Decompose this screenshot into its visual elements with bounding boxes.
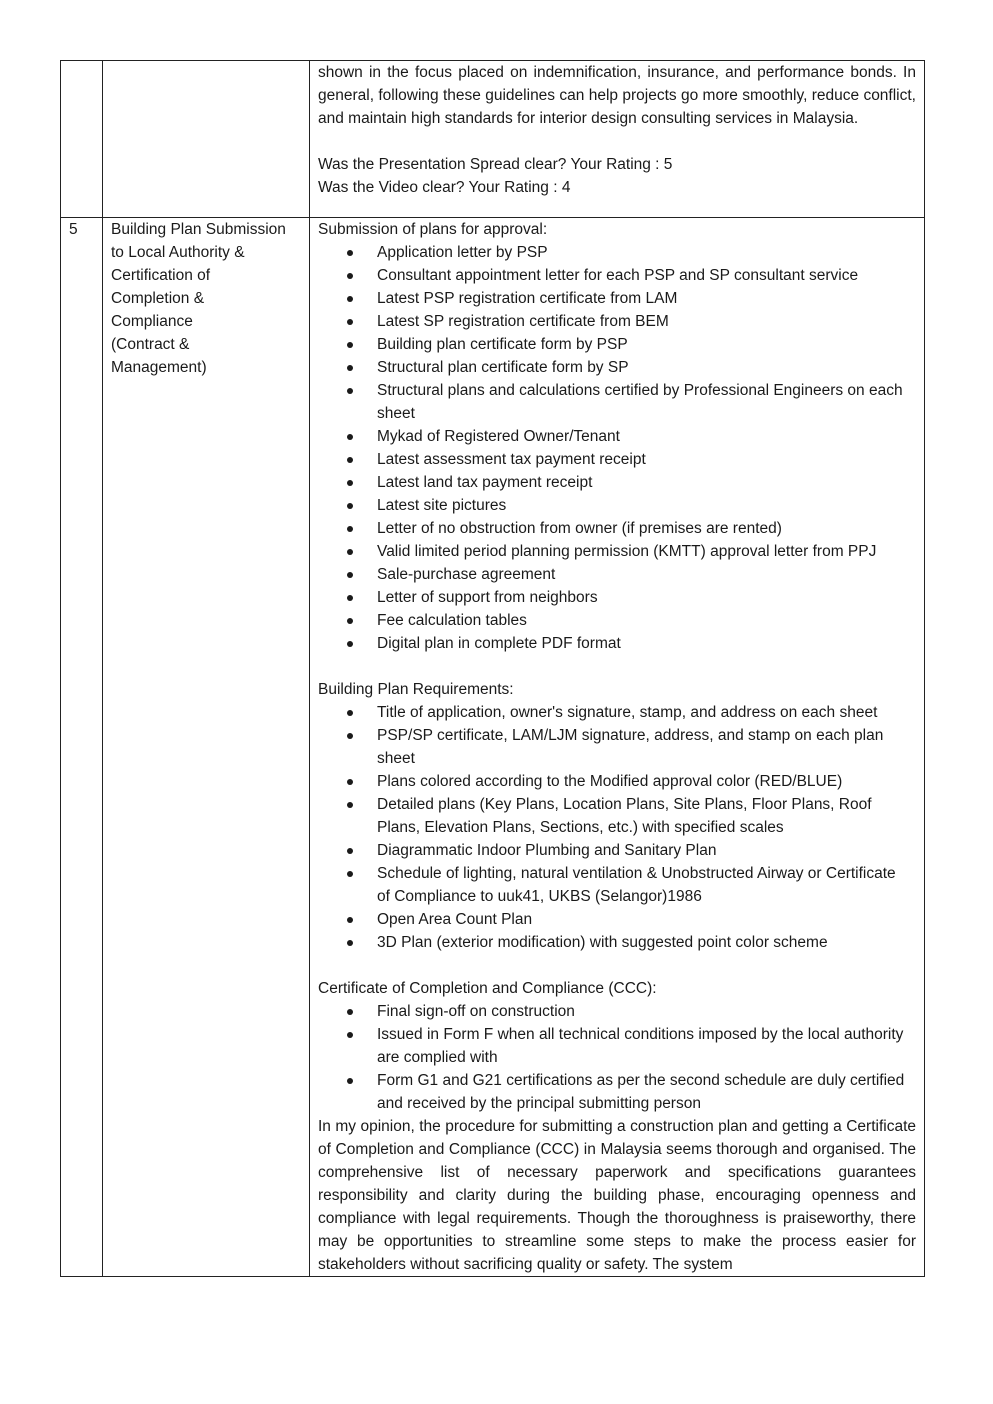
paragraph-continued: shown in the focus placed on indemnification, insurance, and performance bonds. In general, following these guidelines can help projects go more smoothly, reduce conflict, and maintain high standards for interior design consulting services in Malaysia. xyxy=(318,64,916,127)
list-item: Valid limited period planning permission (KMTT) approval letter from PPJ xyxy=(377,540,916,563)
list-item: Open Area Count Plan xyxy=(377,908,916,931)
topic-line: Compliance xyxy=(111,313,193,330)
opinion-paragraph: In my opinion, the procedure for submitting a construction plan and getting a Certificate of Completion and Compliance (CCC) in Malaysia seems thorough and organised. The comprehensive list of necessary paperwork and specifications guarantees responsibility and clarity during the building phase, encouraging openness and compliance with legal requirements. Though the thoroughness is praiseworthy, there may be opportunities to streamline some steps to make the process easier for stakeholders without sacrificing quality or safety. The system xyxy=(318,1118,916,1273)
bullet-icon xyxy=(347,618,353,624)
content-cell xyxy=(310,61,925,218)
bullet-icon xyxy=(347,480,353,486)
list-item: Structural plan certificate form by SP xyxy=(377,356,916,379)
topic-line: Management) xyxy=(111,359,207,376)
list-item: Latest assessment tax payment receipt xyxy=(377,448,916,471)
list-item: 3D Plan (exterior modification) with suggested point color scheme xyxy=(377,931,916,954)
rating-presentation: Was the Presentation Spread clear? Your Rating : 5 xyxy=(318,156,673,173)
submission-list xyxy=(318,241,916,655)
list-item: Structural plans and calculations certified by Professional Engineers on each sheet xyxy=(377,379,916,425)
bullet-icon xyxy=(347,319,353,325)
list-item: PSP/SP certificate, LAM/LJM signature, address, and stamp on each plan sheet xyxy=(377,724,916,770)
reflection-table xyxy=(60,60,925,1277)
list-item: Plans colored according to the Modified approval color (RED/BLUE) xyxy=(377,770,916,793)
list-item: Schedule of lighting, natural ventilation & Unobstructed Airway or Certificate of Compliance to uuk41, UKBS (Selangor)1986 xyxy=(377,862,916,908)
list-item: Diagrammatic Indoor Plumbing and Sanitary Plan xyxy=(377,839,916,862)
list-item: Latest site pictures xyxy=(377,494,916,517)
table-row xyxy=(61,61,925,218)
bullet-icon xyxy=(347,572,353,578)
topic-line: (Contract & xyxy=(111,336,190,353)
list-item: Detailed plans (Key Plans, Location Plans, Site Plans, Floor Plans, Roof Plans, Elevation Plans, Sections, etc.) with specified scales xyxy=(377,793,916,839)
bullet-icon xyxy=(347,710,353,716)
bullet-icon xyxy=(347,434,353,440)
submission-heading: Submission of plans for approval: xyxy=(318,221,548,238)
bullet-icon xyxy=(347,250,353,256)
list-item: Letter of support from neighbors xyxy=(377,586,916,609)
list-item: Title of application, owner's signature, stamp, and address on each sheet xyxy=(377,701,916,724)
list-item: Issued in Form F when all technical conditions imposed by the local authority are complied with xyxy=(377,1023,916,1069)
requirements-heading: Building Plan Requirements: xyxy=(318,681,514,698)
list-item: Application letter by PSP xyxy=(377,241,916,264)
bullet-icon xyxy=(347,1032,353,1038)
bullet-icon xyxy=(347,733,353,739)
bullet-icon xyxy=(347,365,353,371)
list-item: Form G1 and G21 certifications as per the second schedule are duly certified and received by the principal submitting person xyxy=(377,1069,916,1115)
list-item: Digital plan in complete PDF format xyxy=(377,632,916,655)
list-item: Latest SP registration certificate from BEM xyxy=(377,310,916,333)
list-item: Letter of no obstruction from owner (if premises are rented) xyxy=(377,517,916,540)
bullet-icon xyxy=(347,595,353,601)
bullet-icon xyxy=(347,940,353,946)
table-row xyxy=(61,218,925,1277)
bullet-icon xyxy=(347,779,353,785)
topic-line: Completion & xyxy=(111,290,205,307)
list-item: Building plan certificate form by PSP xyxy=(377,333,916,356)
bullet-icon xyxy=(347,503,353,509)
list-item: Latest PSP registration certificate from LAM xyxy=(377,287,916,310)
list-item: Final sign-off on construction xyxy=(377,1000,916,1023)
list-item: Consultant appointment letter for each PSP and SP consultant service xyxy=(377,264,916,287)
bullet-icon xyxy=(347,296,353,302)
bullet-icon xyxy=(347,848,353,854)
number-cell xyxy=(61,61,103,218)
list-item: Sale-purchase agreement xyxy=(377,563,916,586)
ccc-heading: Certificate of Completion and Compliance (CCC): xyxy=(318,980,657,997)
bullet-icon xyxy=(347,526,353,532)
bullet-icon xyxy=(347,917,353,923)
bullet-icon xyxy=(347,457,353,463)
list-item: Fee calculation tables xyxy=(377,609,916,632)
bullet-icon xyxy=(347,388,353,394)
bullet-icon xyxy=(347,549,353,555)
bullet-icon xyxy=(347,1078,353,1084)
bullet-icon xyxy=(347,641,353,647)
topic-line: Building Plan Submission xyxy=(111,221,286,238)
bullet-icon xyxy=(347,273,353,279)
ccc-list xyxy=(318,1000,916,1115)
topic-line: to Local Authority & xyxy=(111,244,245,261)
number-cell: 5 xyxy=(61,218,103,1277)
list-item: Latest land tax payment receipt xyxy=(377,471,916,494)
list-item: Mykad of Registered Owner/Tenant xyxy=(377,425,916,448)
bullet-icon xyxy=(347,342,353,348)
rating-video: Was the Video clear? Your Rating : 4 xyxy=(318,179,571,196)
bullet-icon xyxy=(347,1009,353,1015)
content-cell xyxy=(310,218,925,1277)
topic-cell xyxy=(103,61,310,218)
bullet-icon xyxy=(347,871,353,877)
bullet-icon xyxy=(347,802,353,808)
requirements-list xyxy=(318,701,916,954)
topic-cell xyxy=(103,218,310,1277)
topic-line: Certification of xyxy=(111,267,211,284)
